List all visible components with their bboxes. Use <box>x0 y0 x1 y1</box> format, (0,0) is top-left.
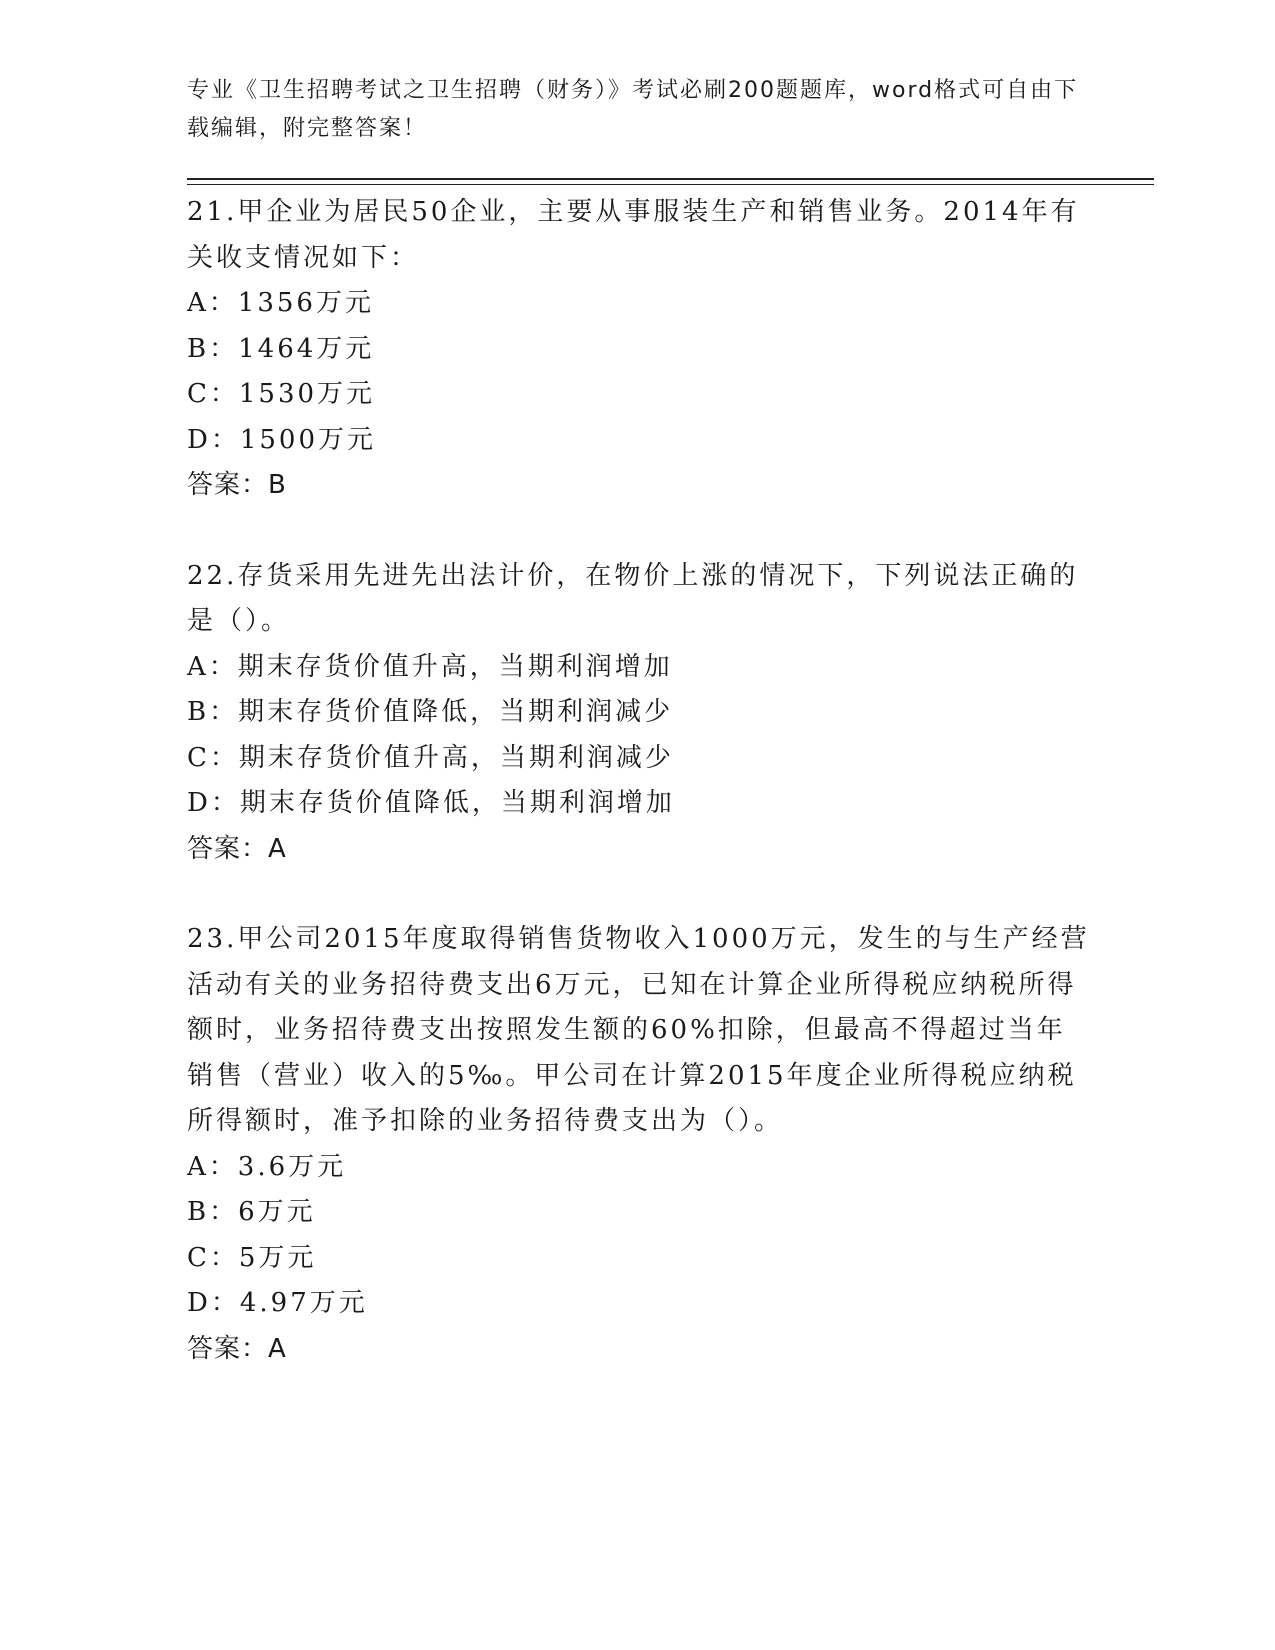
option-a: A：1356万元 <box>187 288 374 318</box>
option-d: D：4.97万元 <box>187 1288 368 1318</box>
header-divider-thick <box>187 178 1154 180</box>
answer: 答案：B <box>187 470 287 500</box>
question-text: 21.甲企业为居民50企业，主要从事服装生产和销售业务。2014年有关收支情况如下： <box>187 197 1080 273</box>
question-23 <box>187 917 1092 1372</box>
option-d: D：期末存货价值降低，当期利润增加 <box>187 788 675 818</box>
question-text: 23.甲公司2015年度取得销售货物收入1000万元，发生的与生产经营活动有关的业务招待费支出6万元，已知在计算企业所得税应纳税所得额时，业务招待费支出按照发生额的60%扣除，但最高不得超过当年销售（营业）收入的5‰。甲公司在计算2015年度企业所得税应纳税所得额时，准予扣除的业务招待费支出为（）。 <box>187 924 1090 1136</box>
question-22 <box>187 554 1092 873</box>
option-b: B：1464万元 <box>187 333 375 364</box>
question-list <box>187 190 1092 1372</box>
option-c: C：5万元 <box>187 1242 317 1273</box>
option-c: C：1530万元 <box>187 379 376 409</box>
option-c: C：期末存货价值升高，当期利润减少 <box>187 742 674 773</box>
question-21 <box>187 190 1092 509</box>
option-a: A：期末存货价值升高，当期利润增加 <box>187 651 673 682</box>
option-b: B：期末存货价值降低，当期利润减少 <box>187 697 674 727</box>
option-d: D：1500万元 <box>187 424 377 455</box>
option-a: A：3.6万元 <box>187 1151 347 1182</box>
question-text: 22.存货采用先进先出法计价，在物价上涨的情况下，下列说法正确的是（）。 <box>187 560 1079 636</box>
option-b: B：6万元 <box>187 1197 316 1227</box>
answer: 答案：A <box>187 833 287 864</box>
answer: 答案：A <box>187 1333 287 1364</box>
header-divider-thin <box>187 184 1154 185</box>
document-header: 专业《卫生招聘考试之卫生招聘（财务）》考试必刷200题题库，word格式可自由下载编辑，附完整答案！ <box>187 78 1079 141</box>
